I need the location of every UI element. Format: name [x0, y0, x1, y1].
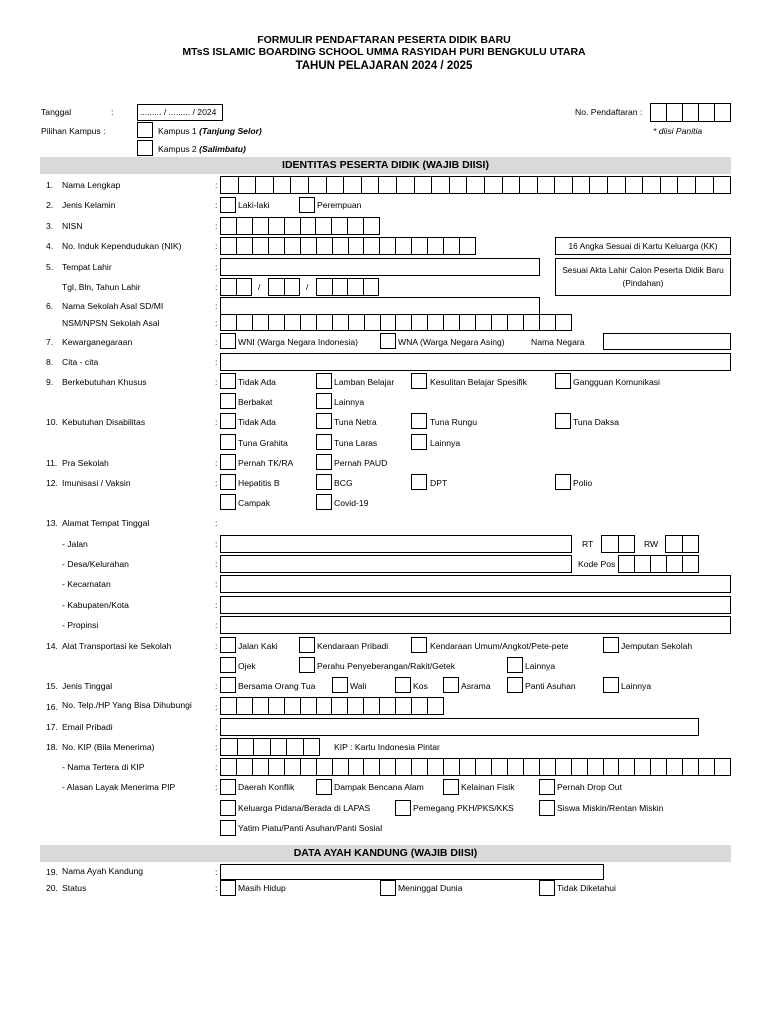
option-label: Tuna Netra — [334, 417, 377, 427]
pra-paud-checkbox[interactable] — [316, 454, 332, 470]
kabupaten-field[interactable] — [220, 596, 731, 614]
option-label: Yatim Piatu/Panti Asuhan/Panti Sosial — [238, 823, 383, 833]
tempat-lahir-field[interactable] — [220, 258, 540, 276]
rt-label: RT — [582, 539, 594, 549]
nama-ayah-label: Nama Ayah Kandung — [62, 866, 144, 876]
trans-ojek-checkbox[interactable] — [220, 657, 236, 673]
option-label: Tuna Daksa — [573, 417, 620, 427]
option-label: Covid-19 — [334, 498, 369, 508]
bk-gangguan-checkbox[interactable] — [555, 373, 571, 389]
desa-label: - Desa/Kelurahan — [62, 559, 129, 569]
nama-lengkap-label: Nama Lengkap — [62, 180, 121, 190]
row-number: 5. — [46, 262, 54, 272]
colon: : — [215, 318, 218, 328]
bk-lainnya-checkbox[interactable] — [316, 393, 332, 409]
pra-sekolah-label: Pra Sekolah — [62, 458, 109, 468]
trans-perahu-checkbox[interactable] — [299, 657, 315, 673]
kode-pos-label: Kode Pos — [578, 559, 616, 569]
row-number: 1. — [46, 180, 54, 190]
colon: : — [111, 107, 114, 117]
wni-checkbox[interactable] — [220, 333, 236, 349]
option-label: Pemegang PKH/PKS/KKS — [413, 803, 514, 813]
option-label: Perahu Penyeberangan/Rakit/Getek — [317, 661, 456, 671]
tgl-year-boxes[interactable] — [316, 278, 379, 296]
desa-field[interactable] — [220, 555, 572, 573]
option-label: Daerah Konflik — [238, 782, 295, 792]
bk-berbakat-checkbox[interactable] — [220, 393, 236, 409]
option-label: DPT — [430, 478, 448, 488]
colon: : — [215, 883, 218, 893]
nama-negara-field[interactable] — [603, 333, 731, 350]
option-label: Kesulitan Belajar Spesifik — [430, 377, 527, 387]
option-label: Tuna Grahita — [238, 438, 288, 448]
row-number: 6. — [46, 301, 54, 311]
tempat-lahir-label: Tempat Lahir — [62, 262, 112, 272]
nama-kip-boxes[interactable] — [220, 758, 731, 776]
rw-label: RW — [644, 539, 659, 549]
imun-bcg-checkbox[interactable] — [316, 474, 332, 490]
option-label: Kelainan Fisik — [461, 782, 515, 792]
no-pendaftaran-boxes[interactable] — [650, 103, 731, 122]
jenis-kelamin-label: Jenis Kelamin — [62, 200, 116, 210]
imun-hepatitis-checkbox[interactable] — [220, 474, 236, 490]
nama-ayah-field[interactable] — [220, 864, 604, 880]
academic-year: TAHUN PELAJARAN 2024 / 2025 — [295, 60, 473, 72]
option-label: Kos — [413, 681, 428, 691]
colon: : — [215, 282, 218, 292]
option-label: BCG — [334, 478, 353, 488]
row-number: 18. — [46, 742, 58, 752]
propinsi-label: - Propinsi — [62, 620, 99, 630]
option-label: Pernah PAUD — [334, 458, 388, 468]
cita-field[interactable] — [220, 353, 731, 371]
nik-note: 16 Angka Sesuai di Kartu Keluarga (KK) — [555, 237, 731, 255]
pilihan-kampus-label: Pilihan Kampus : — [41, 126, 106, 136]
transportasi-label: Alat Transportasi ke Sekolah — [62, 641, 172, 651]
trans-jemputan-checkbox[interactable] — [603, 637, 619, 653]
option-label: Pernah TK/RA — [238, 458, 294, 468]
trans-umum-checkbox[interactable] — [411, 637, 427, 653]
colon: : — [215, 620, 218, 630]
dis-tuna-rungu-checkbox[interactable] — [411, 413, 427, 429]
pip-pidana-checkbox[interactable] — [220, 800, 236, 816]
row-number: 13. — [46, 518, 58, 528]
no-pendaftaran-label: No. Pendaftaran : — [575, 107, 643, 117]
option-label: Jemputan Sekolah — [621, 641, 693, 651]
tinggal-kos-checkbox[interactable] — [395, 677, 411, 693]
trans-jalan-kaki-checkbox[interactable] — [220, 637, 236, 653]
tanggal-value: ......... / ......... / 2024 — [140, 107, 217, 117]
tinggal-lainnya-checkbox[interactable] — [603, 677, 619, 693]
colon: : — [215, 681, 218, 691]
colon: : — [215, 539, 218, 549]
nama-kip-label: - Nama Tertera di KIP — [62, 762, 145, 772]
colon: : — [215, 417, 218, 427]
kampus1-label: Kampus 1 (Tanjung Selor) — [158, 126, 262, 136]
wna-label: WNA (Warga Negara Asing) — [398, 337, 505, 347]
perempuan-label: Perempuan — [317, 200, 362, 210]
tgl-lahir-label: Tgl, Bln, Tahun Lahir — [62, 282, 141, 292]
colon: : — [215, 600, 218, 610]
tanggal-field[interactable] — [137, 104, 223, 121]
option-label: Lainnya — [525, 661, 556, 671]
row-number: 8. — [46, 357, 54, 367]
pip-konflik-checkbox[interactable] — [220, 779, 236, 795]
option-label: Tidak Ada — [238, 417, 276, 427]
dis-tuna-netra-checkbox[interactable] — [316, 413, 332, 429]
colon: : — [215, 478, 218, 488]
imun-covid-checkbox[interactable] — [316, 494, 332, 510]
kip-label: No. KIP (Bila Menerima) — [62, 742, 155, 752]
cita-label: Cita - cita — [62, 357, 99, 367]
option-label: Lamban Belajar — [334, 377, 395, 387]
option-label: Tuna Rungu — [430, 417, 477, 427]
npsn-boxes[interactable] — [220, 314, 572, 331]
date-separator: / — [258, 282, 261, 292]
colon: : — [215, 867, 218, 877]
row-number: 9. — [46, 377, 54, 387]
imun-polio-checkbox[interactable] — [555, 474, 571, 490]
row-number: 15. — [46, 681, 58, 691]
kampus2-label: Kampus 2 (Salimbatu) — [158, 144, 246, 154]
colon: : — [215, 200, 218, 210]
trans-pribadi-checkbox[interactable] — [299, 637, 315, 653]
colon: : — [215, 357, 218, 367]
option-label: Polio — [573, 478, 593, 488]
row-number: 16. — [46, 702, 58, 712]
section-identitas-header: IDENTITAS PESERTA DIDIK (WAJIB DIISI) — [40, 157, 731, 174]
imun-dpt-checkbox[interactable] — [411, 474, 427, 490]
diisi-panitia-note: * diisi Panitia — [653, 126, 703, 136]
tgl-month-boxes[interactable] — [268, 278, 300, 296]
row-number: 11. — [46, 458, 58, 468]
alasan-pip-label: - Alasan Layak Menerima PIP — [62, 782, 176, 792]
row-number: 10. — [46, 417, 58, 427]
nik-label: No. Induk Kependudukan (NIK) — [62, 241, 182, 251]
option-label: Keluarga Pidana/Berada di LAPAS — [238, 803, 371, 813]
jenis-tinggal-label: Jenis Tinggal — [62, 681, 113, 691]
option-label: Berbakat — [238, 397, 273, 407]
option-label: Tuna Laras — [334, 438, 378, 448]
option-label: Masih Hidup — [238, 883, 286, 893]
trans-lainnya-checkbox[interactable] — [507, 657, 523, 673]
dis-tuna-daksa-checkbox[interactable] — [555, 413, 571, 429]
tanggal-label: Tanggal — [41, 107, 72, 117]
nik-boxes[interactable] — [220, 237, 476, 255]
propinsi-field[interactable] — [220, 616, 731, 634]
section-ayah-header: DATA AYAH KANDUNG (WAJIB DIISI) — [40, 845, 731, 862]
colon: : — [215, 782, 218, 792]
imun-campak-checkbox[interactable] — [220, 494, 236, 510]
colon: : — [215, 221, 218, 231]
colon: : — [215, 458, 218, 468]
kip-boxes[interactable] — [220, 738, 320, 756]
jalan-field[interactable] — [220, 535, 572, 553]
dis-lainnya-checkbox[interactable] — [411, 434, 427, 450]
form-title: FORMULIR PENDAFTARAN PESERTA DIDIK BARU — [257, 34, 511, 46]
tinggal-ortu-checkbox[interactable] — [220, 677, 236, 693]
option-label: Siswa Miskin/Rentan Miskin — [557, 803, 664, 813]
status-tidak-diketahui-checkbox[interactable] — [539, 880, 555, 896]
wni-label: WNI (Warga Negara Indonesia) — [238, 337, 359, 347]
email-field[interactable] — [220, 718, 699, 736]
tinggal-panti-checkbox[interactable] — [507, 677, 523, 693]
bk-lamban-checkbox[interactable] — [316, 373, 332, 389]
option-label: Meninggal Dunia — [398, 883, 463, 893]
pip-miskin-checkbox[interactable] — [539, 800, 555, 816]
row-number: 3. — [46, 221, 54, 231]
kecamatan-field[interactable] — [220, 575, 731, 593]
option-label: Ojek — [238, 661, 256, 671]
bk-kesulitan-checkbox[interactable] — [411, 373, 427, 389]
row-number: 19. — [46, 867, 58, 877]
colon: : — [215, 180, 218, 190]
bk-tidak-ada-checkbox[interactable] — [220, 373, 236, 389]
date-separator: / — [306, 282, 309, 292]
row-number: 17. — [46, 722, 58, 732]
imunisasi-label: Imunisasi / Vaksin — [62, 478, 131, 488]
row-number: 2. — [46, 200, 54, 210]
akta-note: Sesuai Akta Lahir Calon Peserta Didik Baru (Pindahan) — [555, 258, 731, 296]
kecamatan-label: - Kecamatan — [62, 579, 111, 589]
option-label: Tidak Ada — [238, 377, 276, 387]
npsn-label: NSM/NPSN Sekolah Asal — [62, 318, 160, 328]
nisn-label: NISN — [62, 221, 83, 231]
kode-pos-boxes[interactable] — [618, 555, 699, 573]
pip-pkh-checkbox[interactable] — [395, 800, 411, 816]
pip-dropout-checkbox[interactable] — [539, 779, 555, 795]
sekolah-asal-field[interactable] — [220, 297, 540, 315]
kip-note: KIP : Kartu Indonesia Pintar — [334, 742, 440, 752]
laki-laki-label: Laki-laki — [238, 200, 270, 210]
row-number: 14. — [46, 641, 58, 651]
colon: : — [215, 559, 218, 569]
row-number: 4. — [46, 241, 54, 251]
school-name: MTsS ISLAMIC BOARDING SCHOOL UMMA RASYIDAH PURI BENGKULU UTARA — [182, 46, 586, 58]
dis-tuna-laras-checkbox[interactable] — [316, 434, 332, 450]
colon: : — [215, 722, 218, 732]
colon: : — [215, 337, 218, 347]
pra-tk-checkbox[interactable] — [220, 454, 236, 470]
colon: : — [215, 579, 218, 589]
option-label: Lainnya — [621, 681, 652, 691]
pip-yatim-checkbox[interactable] — [220, 820, 236, 836]
disabilitas-label: Kebutuhan Disabilitas — [62, 417, 146, 427]
nisn-boxes[interactable] — [220, 217, 380, 235]
colon: : — [215, 641, 218, 651]
option-label: Kendaraan Umum/Angkot/Pete-pete — [430, 641, 569, 651]
kampus2-checkbox[interactable] — [137, 140, 153, 156]
colon: : — [215, 377, 218, 387]
dis-tidak-ada-checkbox[interactable] — [220, 413, 236, 429]
option-label: Campak — [238, 498, 270, 508]
pip-kelainan-checkbox[interactable] — [443, 779, 459, 795]
option-label: Dampak Bencana Alam — [334, 782, 424, 792]
colon: : — [215, 518, 218, 528]
nama-lengkap-boxes[interactable] — [220, 176, 731, 194]
kampus1-checkbox[interactable] — [137, 122, 153, 138]
colon: : — [215, 241, 218, 251]
telp-label: No. Telp./HP Yang Bisa Dihubungi — [62, 700, 192, 710]
sekolah-asal-label: Nama Sekolah Asal SD/MI — [62, 301, 164, 311]
option-label: Lainnya — [334, 397, 365, 407]
kewarganegaraan-label: Kewarganegaraan — [62, 337, 133, 347]
colon: : — [215, 702, 218, 712]
nama-negara-label: Nama Negara — [531, 337, 585, 347]
option-label: Lainnya — [430, 438, 461, 448]
dis-tuna-grahita-checkbox[interactable] — [220, 434, 236, 450]
alamat-label: Alamat Tempat Tinggal — [62, 518, 150, 528]
row-number: 12. — [46, 478, 58, 488]
row-number: 7. — [46, 337, 54, 347]
tinggal-wali-checkbox[interactable] — [332, 677, 348, 693]
option-label: Kendaraan Pribadi — [317, 641, 389, 651]
option-label: Panti Asuhan — [525, 681, 576, 691]
rt-boxes[interactable] — [601, 535, 635, 553]
perempuan-checkbox[interactable] — [299, 197, 315, 213]
tgl-day-boxes[interactable] — [220, 278, 252, 296]
colon: : — [215, 262, 218, 272]
rw-boxes[interactable] — [665, 535, 699, 553]
option-label: Asrama — [461, 681, 491, 691]
option-label: Jalan Kaki — [238, 641, 278, 651]
colon: : — [215, 762, 218, 772]
option-label: Pernah Drop Out — [557, 782, 622, 792]
telp-boxes[interactable] — [220, 697, 444, 715]
option-label: Wali — [350, 681, 367, 691]
option-label: Gangguan Komunikasi — [573, 377, 660, 387]
status-label: Status — [62, 883, 87, 893]
laki-laki-checkbox[interactable] — [220, 197, 236, 213]
colon: : — [215, 301, 218, 311]
status-hidup-checkbox[interactable] — [220, 880, 236, 896]
option-label: Hepatitis B — [238, 478, 280, 488]
kabupaten-label: - Kabupaten/Kota — [62, 600, 129, 610]
email-label: Email Pribadi — [62, 722, 113, 732]
row-number: 20. — [46, 883, 58, 893]
status-meninggal-checkbox[interactable] — [380, 880, 396, 896]
jalan-label: - Jalan — [62, 539, 88, 549]
berkebutuhan-label: Berkebutuhan Khusus — [62, 377, 147, 387]
option-label: Bersama Orang Tua — [238, 681, 316, 691]
tinggal-asrama-checkbox[interactable] — [443, 677, 459, 693]
colon: : — [215, 742, 218, 752]
wna-checkbox[interactable] — [380, 333, 396, 349]
option-label: Tidak Diketahui — [557, 883, 616, 893]
pip-bencana-checkbox[interactable] — [316, 779, 332, 795]
